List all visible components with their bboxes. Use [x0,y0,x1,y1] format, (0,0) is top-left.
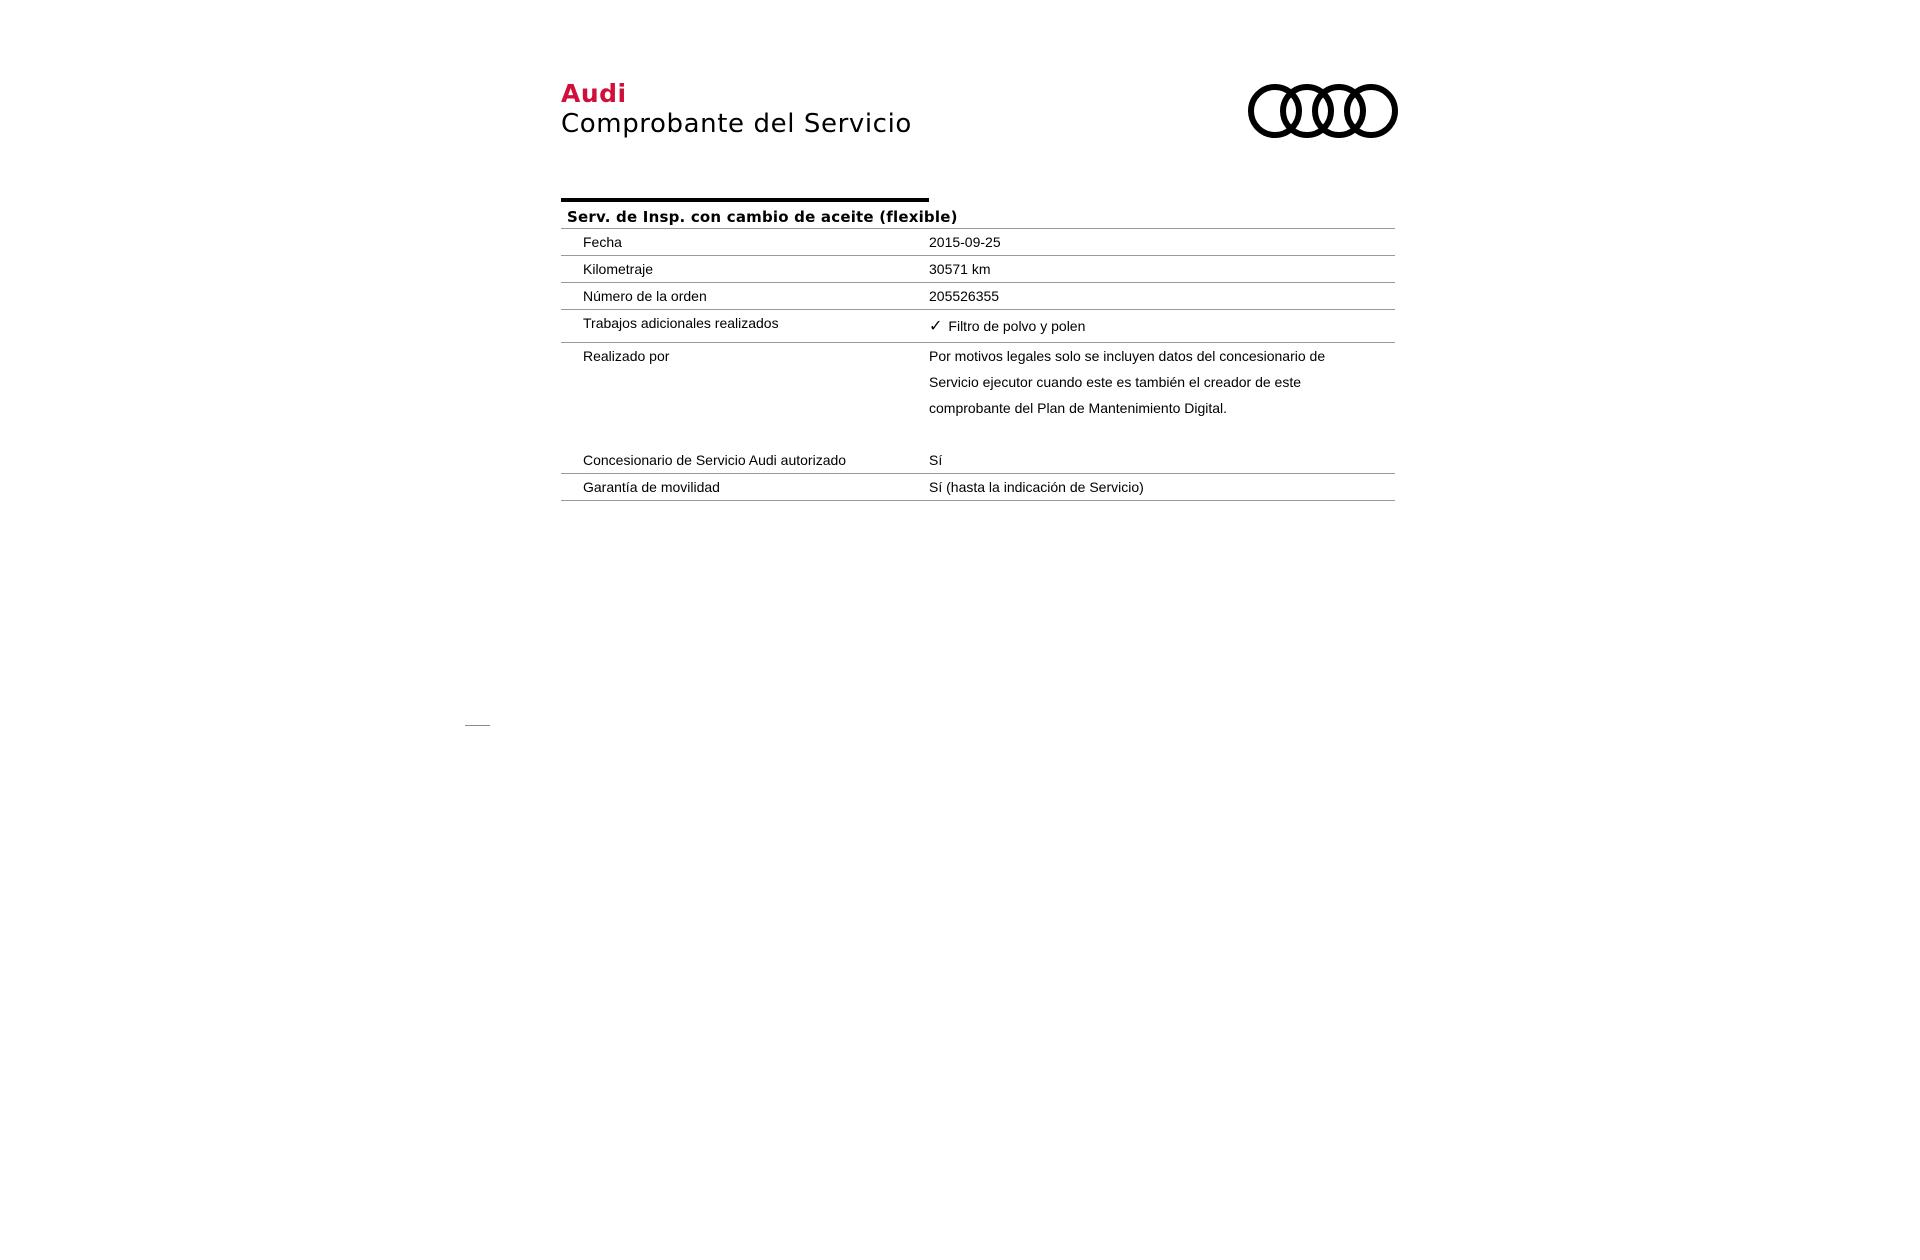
row-label: Concesionario de Servicio Audi autorizado [583,452,847,468]
row-value: Sí [929,452,943,468]
row-realizado-por [561,343,1395,447]
row-value: Sí (hasta la indicación de Servicio) [929,479,1144,495]
checkmark-icon: ✓ [929,318,943,335]
row-value: 205526355 [929,288,1000,304]
row-fecha [561,229,1395,256]
row-label: Trabajos adicionales realizados [583,315,779,331]
document-title: Comprobante del Servicio [561,109,912,139]
row-value: Por motivos legales solo se incluyen datos del concesionario de Servicio ejecutor cuando este es también el creador de este comprobante del Plan de Mantenimiento Digital. [929,348,1326,416]
row-label: Realizado por [583,348,670,364]
row-garantia [561,474,1395,501]
row-numero-orden [561,283,1395,310]
brand-name: Audi [561,79,627,108]
row-value: 30571 km [929,261,991,277]
row-label: Kilometraje [583,261,654,277]
service-title: Serv. de Insp. con cambio de aceite (flexible) [561,202,1395,229]
additional-work-item: Filtro de polvo y polen [948,318,1086,334]
row-value: 2015-09-25 [929,234,1001,250]
margin-tick-mark [465,725,490,726]
row-trabajos-adicionales [561,310,1395,343]
row-value [929,310,1395,340]
row-concesionario [561,447,1395,474]
row-kilometraje [561,256,1395,283]
row-label: Número de la orden [583,288,707,304]
audi-rings-icon [1248,83,1400,139]
service-record [561,198,1395,501]
row-label: Garantía de movilidad [583,479,720,495]
row-label: Fecha [583,234,622,250]
